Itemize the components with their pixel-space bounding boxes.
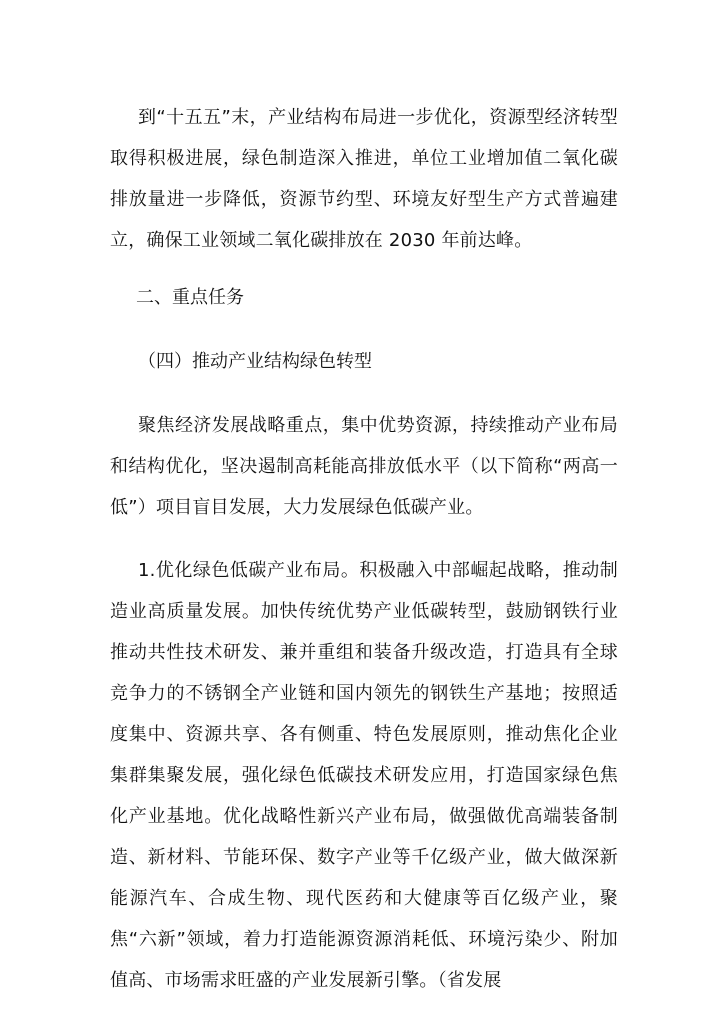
paragraph-industry-layout: 1.优化绿色低碳产业布局。积极融入中部崛起战略，推动制造业高质量发展。加快传统优势产业低碳转型，鼓励钢铁行业推动共性技术研发、兼并重组和装备升级改造，打造具有全球竞争力的不锈钢全产业链和国内领先的钢铁生产基地；按照适度集中、资源共享、各有侧重、特色发展原则，推动焦化企业集群集聚发展，强化绿色低碳技术研发应用，打造国家绿色焦化产业基地。优化战略性新兴产业布局，做强做优高端装备制造、新材料、节能环保、数字产业等千亿级产业，做大做深新能源汽车、合成生物、现代医药和大健康等百亿级产业，聚焦“六新”领域，着力打造能源资源消耗低、环境污染少、附加值高、市场需求旺盛的产业发展新引擎。（省发展: [110, 560, 618, 991]
section-heading: 二、重点任务: [136, 287, 244, 308]
paragraph-industry-structure: 聚焦经济发展战略重点，集中优势资源，持续推动产业布局和结构优化，坚决遏制高耗能高排放低水平（以下简称“两高一低”）项目盲目发展，大力发展绿色低碳产业。: [110, 415, 618, 518]
paragraph-peak-target: 到“十五五”末，产业结构布局进一步优化，资源型经济转型取得积极进展，绿色制造深入推进，单位工业增加值二氧化碳排放量进一步降低，资源节约型、环境友好型生产方式普遍建立，确保工业领域二氧化碳排放在 2030 年前达峰。: [110, 107, 618, 251]
subsection-heading: （四）推动产业结构绿色转型: [138, 351, 372, 372]
